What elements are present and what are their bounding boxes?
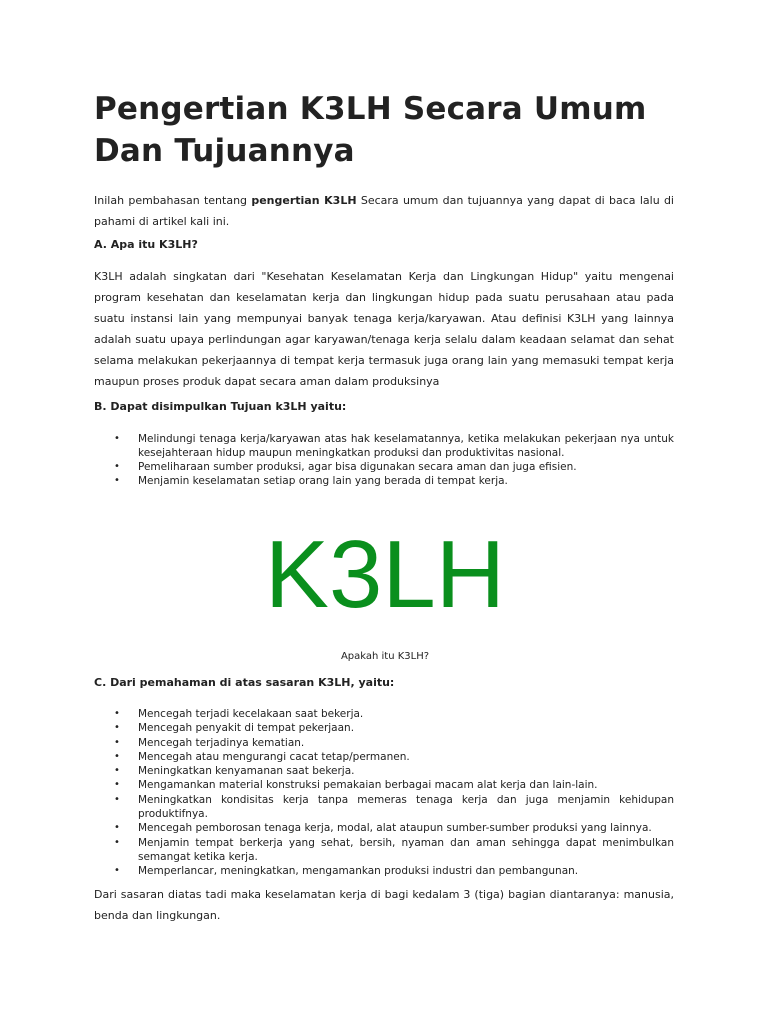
list-item: • Pemeliharaan sumber produksi, agar bisa digunakan secara aman dan juga efisien. [94, 460, 674, 474]
section-b-list [94, 432, 674, 488]
list-item: • Menjamin keselamatan setiap orang lain yang berada di tempat kerja. [94, 474, 674, 488]
k3lh-logo-image: K3LH [264, 521, 506, 628]
list-item: • Mencegah atau mengurangi cacat tetap/permanen. [94, 750, 674, 764]
list-item: • Mengamankan material konstruksi pemakaian berbagai macam alat kerja dan lain-lain. [94, 778, 674, 792]
intro-text-before: Inilah pembahasan tentang [94, 194, 252, 207]
section-b-heading: B. Dapat disimpulkan Tujuan k3LH yaitu: [94, 400, 347, 413]
intro-bold-keyword: pengertian K3LH [251, 194, 357, 207]
section-a-paragraph: K3LH adalah singkatan dari "Kesehatan Keselamatan Kerja dan Lingkungan Hidup" yaitu mengenai program kesehatan dan keselamatan kerja dan lingkungan hidup pada suatu perusahaan atau pada suatu instansi lain yang mempunyai banyak tenaga kerja/karyawan. Atau definisi K3LH yang lainnya adalah suatu upaya perlindungan agar karyawan/tenaga kerja selalu dalam keadaan selamat dan sehat selama melakukan pekerjaannya di tempat kerja termasuk juga orang lain yang memasuki tempat kerja maupun proses produk dapat secara aman dalam produksinya [94, 270, 674, 388]
section-c-list [94, 707, 674, 879]
closing-paragraph: Dari sasaran diatas tadi maka keselamatan kerja di bagi kedalam 3 (tiga) bagian diantaranya: manusia, benda dan lingkungan. [94, 888, 674, 922]
list-item: • Menjamin tempat berkerja yang sehat, bersih, nyaman dan aman sehingga dapat menimbulkan semangat ketika kerja. [94, 836, 674, 865]
list-item: • Mencegah terjadi kecelakaan saat bekerja. [94, 707, 674, 721]
image-caption: Apakah itu K3LH? [340, 651, 430, 662]
intro-paragraph [94, 190, 674, 232]
list-item: • Mencegah penyakit di tempat pekerjaan. [94, 721, 674, 735]
list-item: • Mencegah pemborosan tenaga kerja, modal, alat ataupun sumber-sumber produksi yang lainnya. [94, 821, 674, 835]
section-c-heading: C. Dari pemahaman di atas sasaran K3LH, yaitu: [94, 676, 395, 689]
list-item: • Memperlancar, meningkatkan, mengamankan produksi industri dan pembangunan. [94, 864, 674, 878]
intro-text-after: Secara umum dan tujuannya yang dapat di baca lalu di pahami di artikel kali ini. [94, 194, 674, 228]
article-title: Pengertian K3LH Secara Umum Dan Tujuannya [94, 91, 647, 169]
list-item: • Melindungi tenaga kerja/karyawan atas hak keselamatannya, ketika melakukan pekerjaan nya untuk kesejahteraan hidup maupun meningkatkan produksi dan produktivitas nasional. [94, 432, 674, 460]
list-item: • Meningkatkan kondisitas kerja tanpa memeras tenaga kerja dan juga menjamin kehidupan produktifnya. [94, 793, 674, 822]
list-item: • Mencegah terjadinya kematian. [94, 736, 674, 750]
section-a-heading: A. Apa itu K3LH? [94, 238, 198, 251]
list-item: • Meningkatkan kenyamanan saat bekerja. [94, 764, 674, 778]
